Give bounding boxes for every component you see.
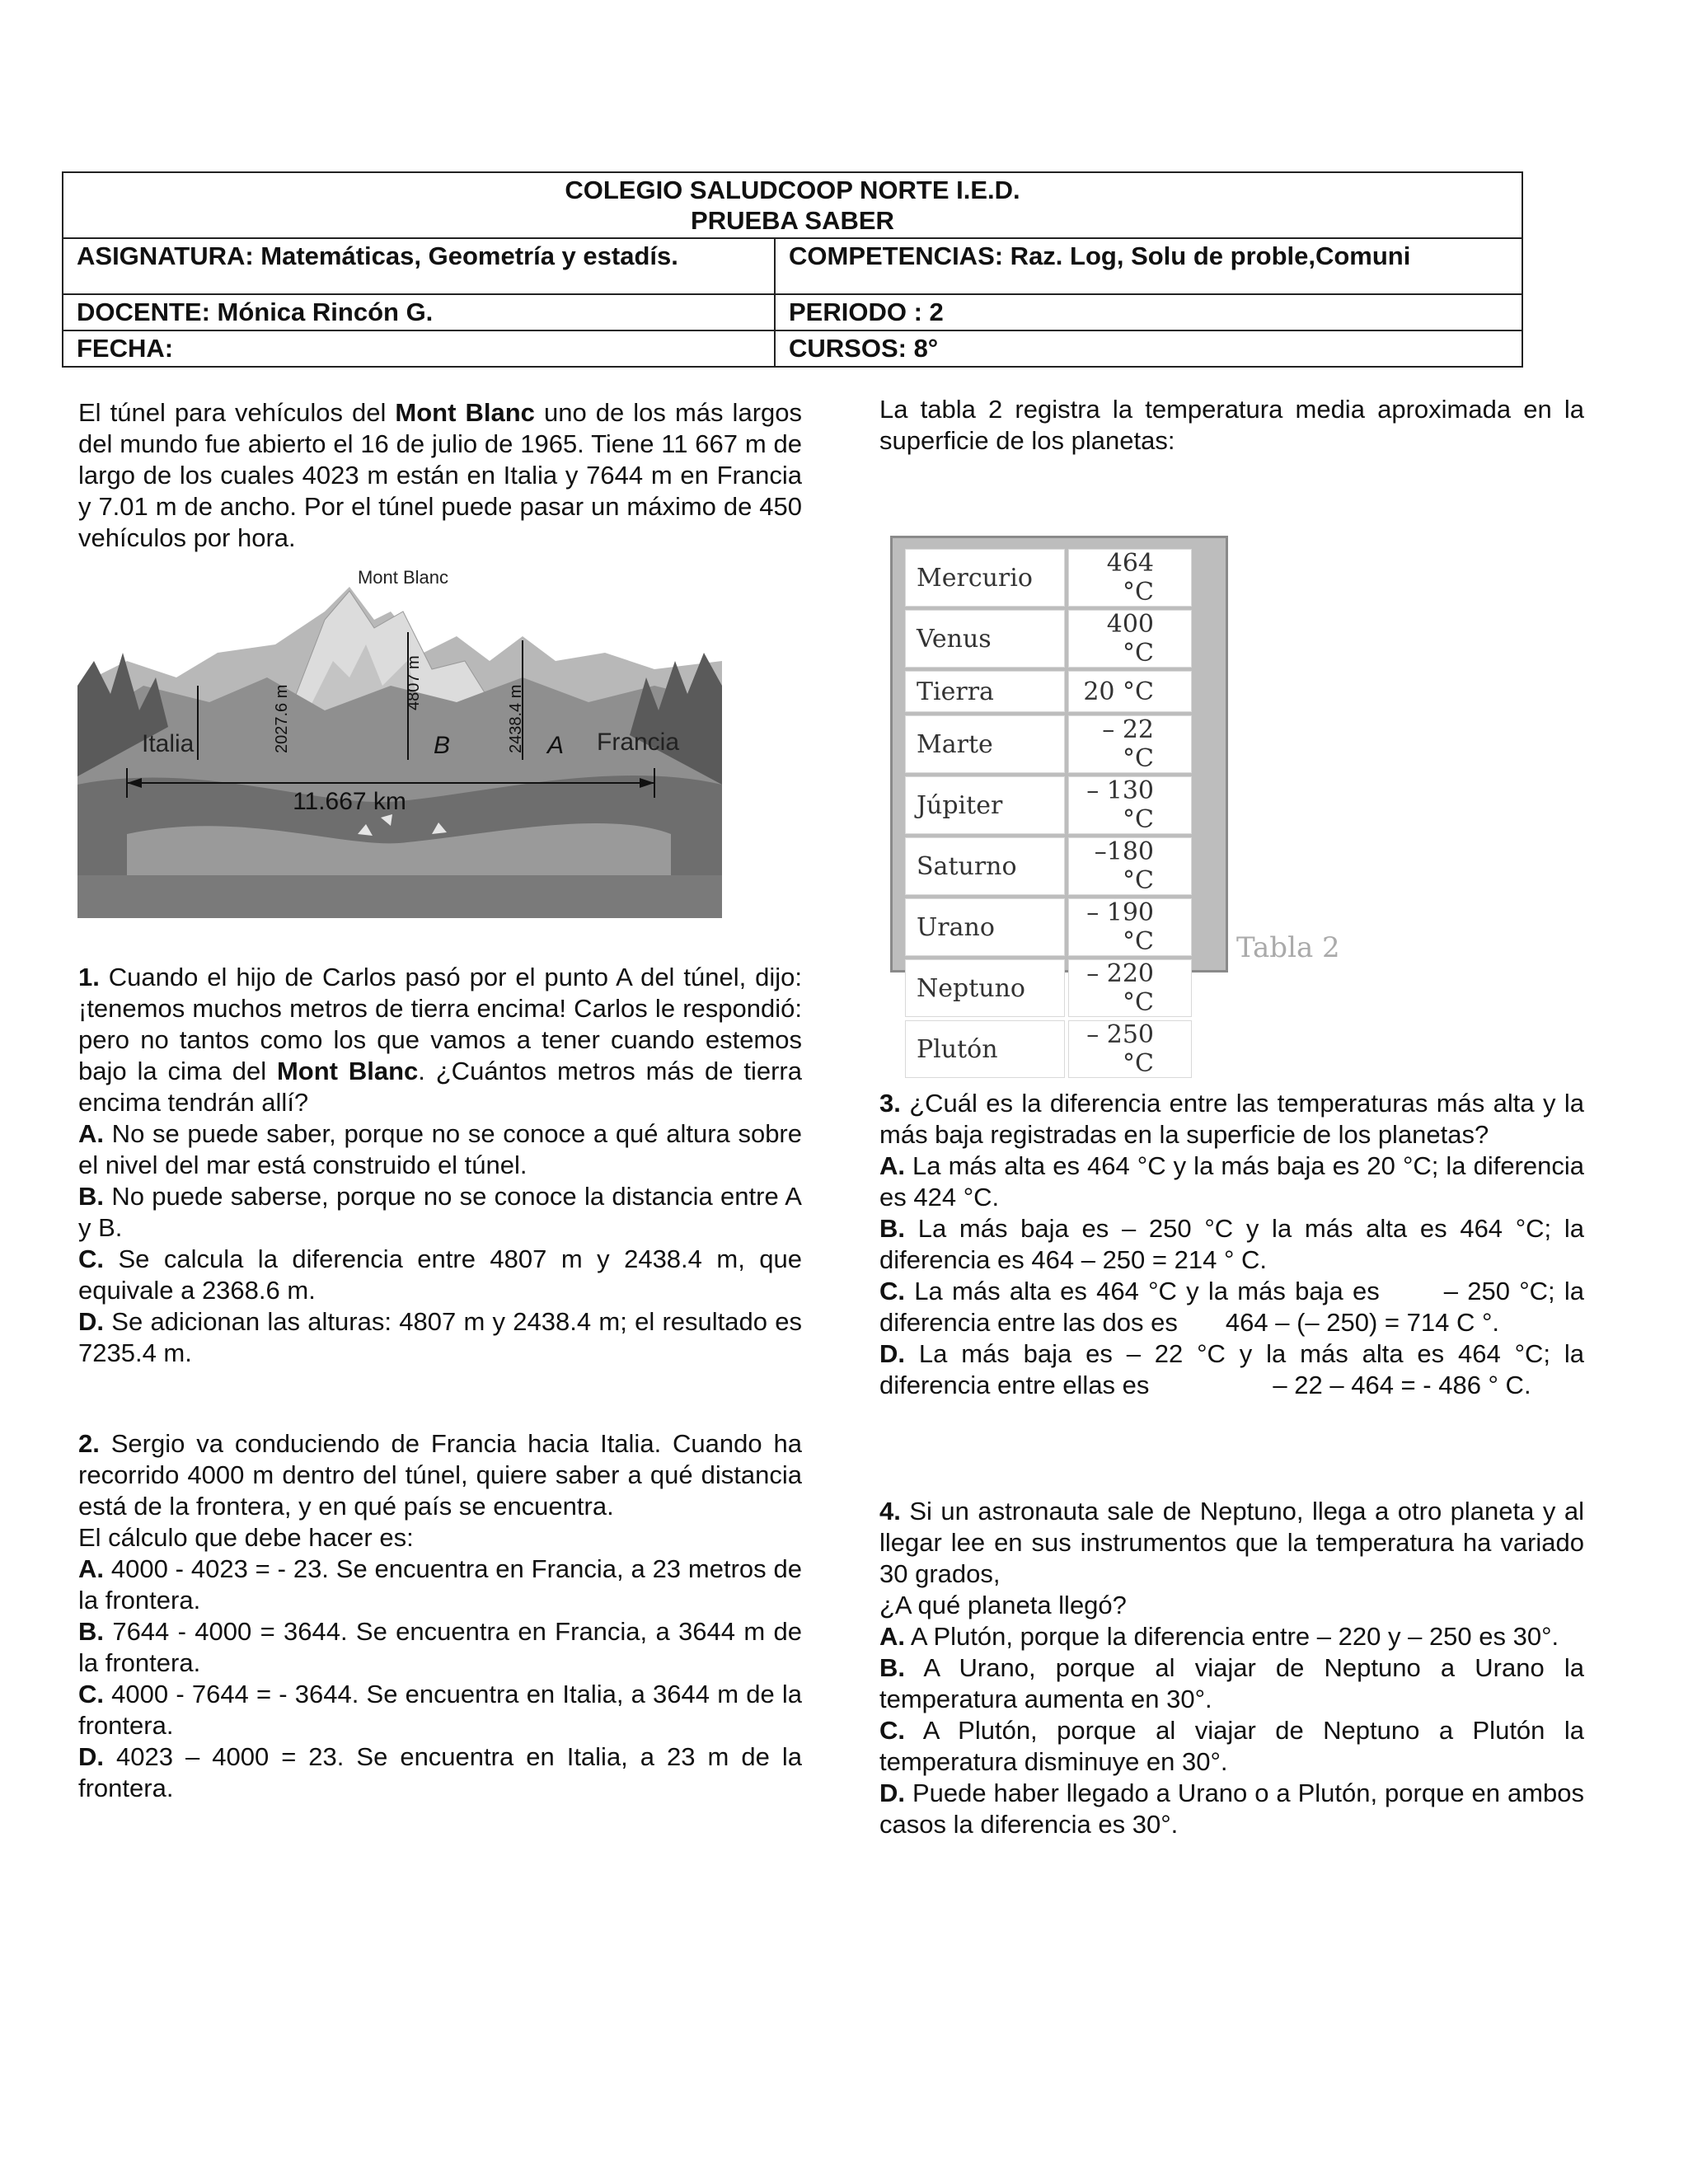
- intro-left: [78, 397, 802, 554]
- question-2-instruction: El cálculo que debe hacer es:: [78, 1523, 414, 1552]
- label-point-b: B: [434, 732, 451, 759]
- figure-title: Mont Blanc: [357, 567, 449, 588]
- planet-temperature: – 130 °C: [1068, 776, 1192, 834]
- question-2-option-d: D. 4023 – 4000 = 23. Se encuentra en Italia, a 23 m de la frontera.: [78, 1742, 802, 1802]
- planet-name: Plutón: [905, 1020, 1065, 1078]
- question-2-option-c: C. 4000 - 7644 = - 3644. Se encuentra en Italia, a 3644 m de la frontera.: [78, 1680, 802, 1740]
- planet-name: Marte: [905, 715, 1065, 773]
- planet-temperature: – 190 °C: [1068, 898, 1192, 956]
- table-caption: Tabla 2: [1236, 931, 1340, 964]
- question-2: [78, 1428, 802, 1804]
- question-1-option-d: D. Se adicionan las alturas: 4807 m y 2438.4 m; el resultado es 7235.4 m.: [78, 1307, 802, 1367]
- question-4-option-c: C. A Plutón, porque al viajar de Neptuno a Plutón la temperatura disminuye en 30°.: [879, 1716, 1584, 1776]
- table-row: [905, 898, 1192, 956]
- label-francia: Francia: [597, 729, 680, 756]
- question-1-option-a: A. No se puede saber, porque no se conoce a qué altura sobre el nivel del mar está construido el túnel.: [78, 1119, 802, 1179]
- planet-temperature: – 220 °C: [1068, 959, 1192, 1017]
- planet-name: Saturno: [905, 837, 1065, 895]
- planet-temperature: – 250 °C: [1068, 1020, 1192, 1078]
- header-table: [62, 171, 1523, 368]
- question-1-option-b: B. No puede saberse, porque no se conoce la distancia entre A y B.: [78, 1182, 802, 1242]
- temperature-table: [902, 546, 1195, 1081]
- question-3: [879, 1088, 1584, 1401]
- planet-name: Neptuno: [905, 959, 1065, 1017]
- label-height-peak: 4807 m: [405, 655, 423, 710]
- question-4-option-a: A. A Plutón, porque la diferencia entre – 220 y – 250 es 30°.: [879, 1622, 1559, 1651]
- date-cell: FECHA:: [63, 330, 775, 367]
- question-4-option-b: B. A Urano, porque al viajar de Neptuno a Urano la temperatura aumenta en 30°.: [879, 1653, 1584, 1713]
- intro-right: [879, 394, 1584, 457]
- question-1: [78, 962, 802, 1369]
- question-4-stem: 4. Si un astronauta sale de Neptuno, llega a otro planeta y al llegar lee en sus instrumentos que la temperatura ha variado 30 grados,: [879, 1497, 1584, 1588]
- table-row: [905, 671, 1192, 712]
- label-point-a: A: [547, 732, 565, 759]
- question-4-question: ¿A qué planeta llegó?: [879, 1591, 1127, 1619]
- question-4: [879, 1496, 1584, 1840]
- courses-cell: CURSOS: 8°: [775, 330, 1522, 367]
- intro-right-text: La tabla 2 registra la temperatura media aproximada en la superficie de los planetas:: [879, 395, 1584, 455]
- header-title-cell: [63, 172, 1522, 238]
- label-length: 11.667 km: [293, 788, 406, 815]
- planet-name: Tierra: [905, 671, 1065, 712]
- table-row: [905, 776, 1192, 834]
- planet-temperature: – 22 °C: [1068, 715, 1192, 773]
- planet-temperature: –180 °C: [1068, 837, 1192, 895]
- question-2-option-a: A. 4000 - 4023 = - 23. Se encuentra en Francia, a 23 metros de la frontera.: [78, 1554, 802, 1615]
- label-height-left: 2027.6 m: [273, 684, 291, 753]
- question-1-option-c: C. Se calcula la diferencia entre 4807 m y 2438.4 m, que equivale a 2368.6 m.: [78, 1244, 802, 1305]
- question-4-option-d: D. Puede haber llegado a Urano o a Plutón, porque en ambos casos la diferencia es 30°.: [879, 1779, 1584, 1839]
- temperature-table-frame: [890, 536, 1228, 1078]
- school-name: COLEGIO SALUDCOOP NORTE I.E.D.: [565, 176, 1020, 204]
- table-row: [905, 837, 1192, 895]
- planet-temperature: 464 °C: [1068, 549, 1192, 607]
- table-row: [905, 715, 1192, 773]
- question-3-stem: 3. ¿Cuál es la diferencia entre las temperaturas más alta y la más baja registradas en la superficie de los planetas?: [879, 1089, 1584, 1149]
- table-row: [905, 959, 1192, 1017]
- question-3-option-c: C. La más alta es 464 °C y la más baja es – 250 °C; la diferencia entre las dos es 464 – (– 250) = 714 C °.: [879, 1277, 1584, 1337]
- exam-name: PRUEBA SABER: [691, 206, 894, 235]
- question-1-stem: 1. Cuando el hijo de Carlos pasó por el punto A del túnel, dijo: ¡tenemos muchos metros de tierra encima! Carlos le respondió: pero no tantos como los que vamos a tener cuando estemos bajo la cima del Mont Blanc. ¿Cuántos metros más de tierra encima tendrán allí?: [78, 963, 802, 1117]
- mont-blanc-diagram: [77, 562, 722, 918]
- question-3-option-d: D. La más baja es – 22 °C y la más alta es 464 °C; la diferencia entre ellas es – 22 – 464 = - 486 ° C.: [879, 1339, 1584, 1399]
- planet-name: Mercurio: [905, 549, 1065, 607]
- planet-name: Venus: [905, 610, 1065, 668]
- table-row: [905, 610, 1192, 668]
- period-cell: PERIODO : 2: [775, 294, 1522, 330]
- teacher-cell: DOCENTE: Mónica Rincón G.: [63, 294, 775, 330]
- intro-left-text: El túnel para vehículos del Mont Blanc uno de los más largos del mundo fue abierto el 16 de julio de 1965. Tiene 11 667 m de largo de los cuales 4023 m están en Italia y 7644 m en Francia y 7.01 m de ancho. Por el túnel puede pasar un máximo de 450 vehículos por hora.: [78, 398, 802, 552]
- table-row: [905, 1020, 1192, 1078]
- planet-temperature: 400 °C: [1068, 610, 1192, 668]
- planet-name: Júpiter: [905, 776, 1065, 834]
- planet-name: Urano: [905, 898, 1065, 956]
- question-3-option-a: A. La más alta es 464 °C y la más baja es 20 °C; la diferencia es 424 °C.: [879, 1151, 1584, 1212]
- table-row: [905, 549, 1192, 607]
- planet-temperature: 20 °C: [1068, 671, 1192, 712]
- subject-cell: ASIGNATURA: Matemáticas, Geometría y estadís.: [63, 238, 775, 294]
- competencies-cell: COMPETENCIAS: Raz. Log, Solu de proble,Comuni: [775, 238, 1522, 294]
- label-italia: Italia: [142, 730, 195, 757]
- question-2-stem: 2. Sergio va conduciendo de Francia hacia Italia. Cuando ha recorrido 4000 m dentro del túnel, quiere saber a qué distancia está de la frontera, y en qué país se encuentra.: [78, 1429, 802, 1521]
- label-height-right: 2438.4 m: [507, 684, 525, 753]
- question-3-option-b: B. La más baja es – 250 °C y la más alta es 464 °C; la diferencia es 464 – 250 = 214 ° C.: [879, 1214, 1584, 1274]
- question-2-option-b: B. 7644 - 4000 = 3644. Se encuentra en Francia, a 3644 m de la frontera.: [78, 1617, 802, 1677]
